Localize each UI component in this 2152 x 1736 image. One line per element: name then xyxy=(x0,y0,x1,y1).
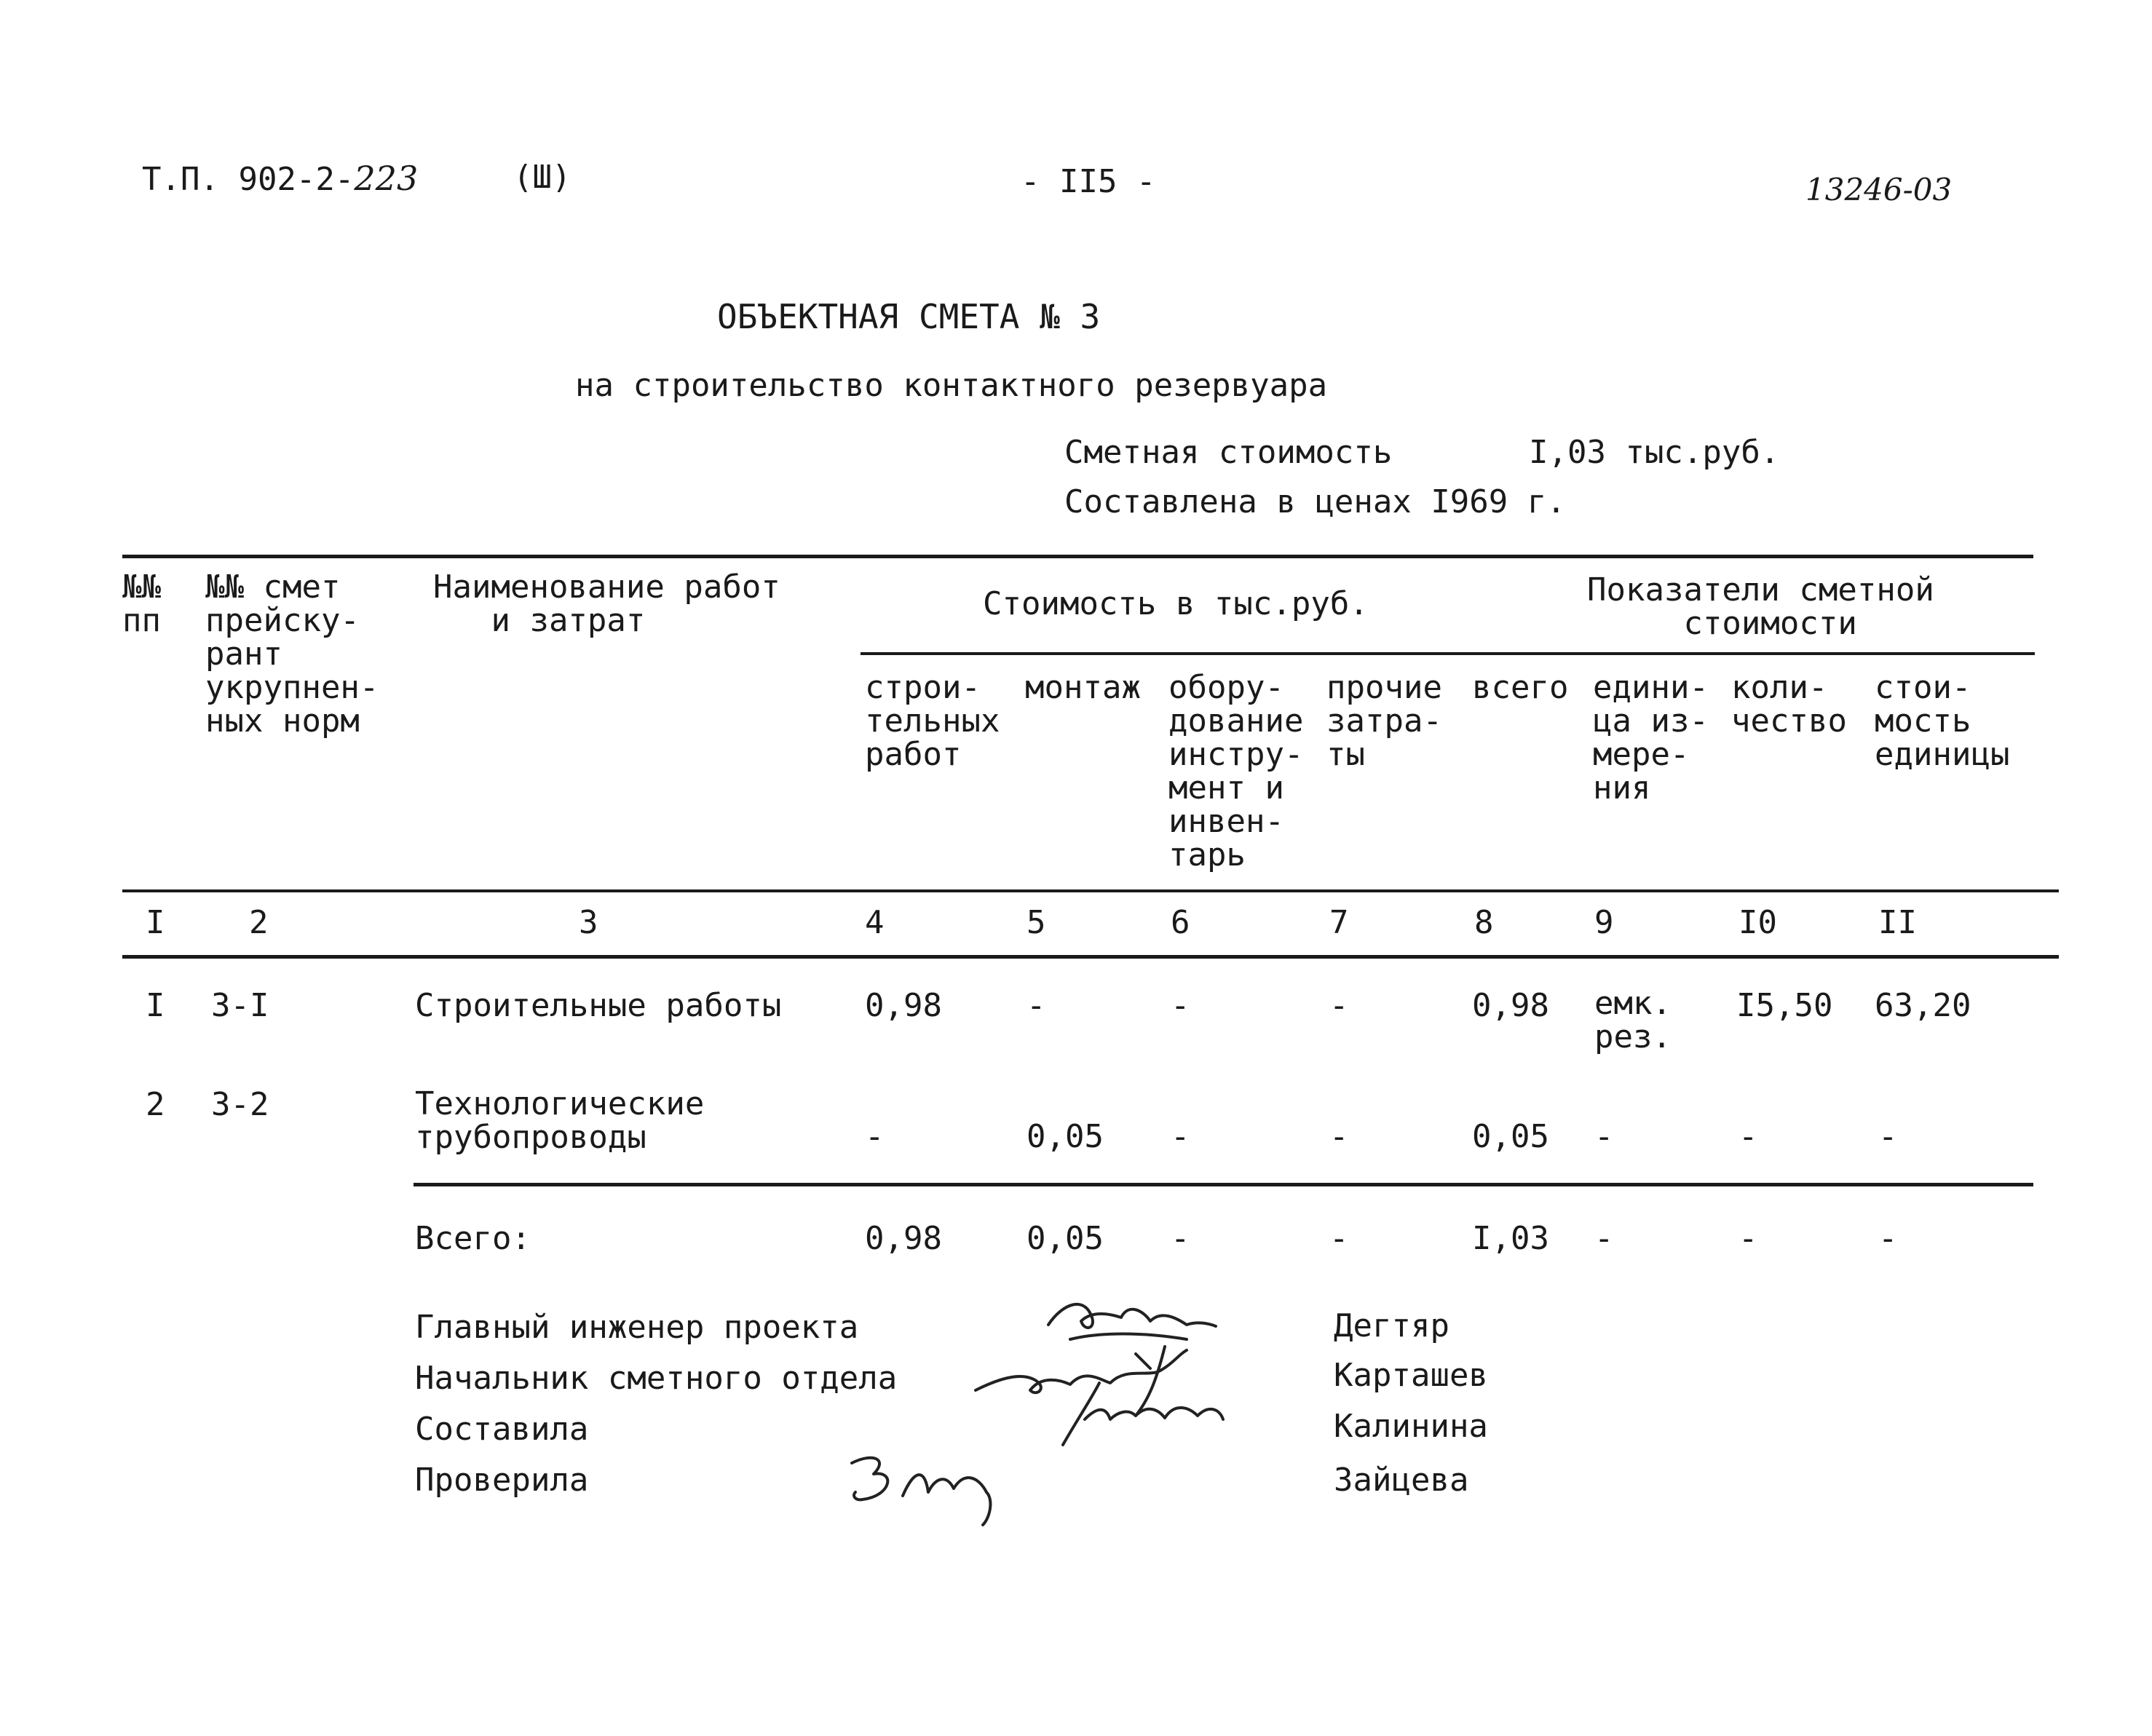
column-number: 9 xyxy=(1594,904,1614,941)
header-quantity: коли- чество xyxy=(1731,669,1847,740)
column-number: I0 xyxy=(1738,904,1777,941)
header-equipment: обору- дование инстру- мент и инвен- тарь xyxy=(1168,669,1304,873)
subtotal-rule xyxy=(414,1183,2033,1186)
column-number: 8 xyxy=(1474,904,1494,941)
unit-cost: 63,20 xyxy=(1875,987,1971,1024)
header-work-name: Наименование работ и затрат xyxy=(433,568,780,639)
header-unit-cost: стои- мость единицы xyxy=(1875,669,2010,773)
signature-role: Главный инженер проекта xyxy=(415,1309,859,1346)
document-subtitle: на строительство контактного резервуара xyxy=(575,367,1328,404)
measure-unit: емк. рез. xyxy=(1594,985,1672,1055)
estimate-code: 3-2 xyxy=(211,1086,269,1123)
header-construction: строи- тельных работ xyxy=(865,669,1000,773)
measure-unit: - xyxy=(1594,1220,1614,1257)
total-cost: 0,05 xyxy=(1472,1118,1549,1155)
signature-role: Проверила xyxy=(415,1462,589,1499)
header-installation: монтаж xyxy=(1025,669,1141,706)
total-cost: 0,98 xyxy=(1472,987,1549,1024)
installation-cost: - xyxy=(1026,987,1046,1024)
header-indicators-group: Показатели сметной стоимости xyxy=(1587,571,1934,642)
construction-cost: 0,98 xyxy=(865,1220,942,1257)
quantity: I5,50 xyxy=(1736,987,1833,1024)
header-total: всего xyxy=(1472,669,1569,706)
column-number: 2 xyxy=(249,904,269,941)
group-divider-rule xyxy=(861,652,2035,655)
quantity: - xyxy=(1738,1220,1758,1257)
header-bottom-rule xyxy=(122,889,2059,892)
measure-unit: - xyxy=(1594,1118,1614,1155)
column-number: 4 xyxy=(865,904,885,941)
table-top-rule xyxy=(122,555,2033,558)
total-cost: I,03 xyxy=(1472,1220,1549,1257)
header-other: прочие затра- ты xyxy=(1326,669,1442,773)
other-cost: - xyxy=(1329,1220,1349,1257)
project-code xyxy=(142,159,419,198)
column-number: 3 xyxy=(579,904,598,941)
signature-role: Составила xyxy=(415,1411,589,1448)
installation-cost: 0,05 xyxy=(1026,1220,1104,1257)
volume-mark: (Ш) xyxy=(513,159,571,196)
total-label: Всего: xyxy=(415,1220,531,1257)
installation-cost: 0,05 xyxy=(1026,1118,1104,1155)
equipment-cost: - xyxy=(1171,1220,1190,1257)
document-title: ОБЪЕКТНАЯ СМЕТА № 3 xyxy=(717,297,1101,336)
work-name: Технологические трубопроводы xyxy=(415,1085,705,1156)
construction-cost: - xyxy=(865,1118,885,1155)
signatory-name: Зайцева xyxy=(1334,1462,1469,1499)
header-estimate-code: №№ смет прейску- рант укрупнен- ных норм xyxy=(205,568,379,740)
project-code-handwritten: 223 xyxy=(354,159,419,198)
project-code-prefix: Т.П. 902-2- xyxy=(142,161,355,198)
checker-signature xyxy=(844,1448,1005,1529)
quantity: - xyxy=(1738,1118,1758,1155)
other-cost: - xyxy=(1329,1118,1349,1155)
header-cost-group: Стоимость в тыс.руб. xyxy=(983,585,1369,622)
column-number: 7 xyxy=(1329,904,1349,941)
construction-cost: 0,98 xyxy=(865,987,942,1024)
estimated-cost-label: Сметная стоимость xyxy=(1064,434,1393,471)
equipment-cost: - xyxy=(1171,1118,1190,1155)
archive-number: 13246-03 xyxy=(1805,172,1953,207)
signature-role: Начальник сметного отдела xyxy=(415,1360,898,1397)
prices-note: Составлена в ценах I969 г. xyxy=(1064,483,1566,520)
estimated-cost-value: I,03 тыс.руб. xyxy=(1529,434,1780,471)
row-number: 2 xyxy=(146,1086,165,1123)
column-number: II xyxy=(1878,904,1917,941)
header-unit: едини- ца из- мере- ния xyxy=(1593,669,1709,806)
work-name: Строительные работы xyxy=(415,987,782,1024)
row-number: I xyxy=(146,987,165,1024)
column-number: 6 xyxy=(1171,904,1190,941)
signatory-name: Дегтяр xyxy=(1334,1307,1449,1344)
other-cost: - xyxy=(1329,987,1349,1024)
column-numbers-rule xyxy=(122,955,2059,959)
signatory-name: Калинина xyxy=(1334,1408,1488,1445)
page-number: - II5 - xyxy=(1021,163,1156,200)
unit-cost: - xyxy=(1878,1220,1898,1257)
header-row-number: №№ пп xyxy=(122,568,161,639)
column-number: I xyxy=(146,904,165,941)
compiler-signature xyxy=(1048,1376,1230,1456)
signatory-name: Карташев xyxy=(1334,1357,1488,1394)
unit-cost: - xyxy=(1878,1118,1898,1155)
estimate-code: 3-I xyxy=(211,987,269,1024)
column-number: 5 xyxy=(1026,904,1046,941)
equipment-cost: - xyxy=(1171,987,1190,1024)
